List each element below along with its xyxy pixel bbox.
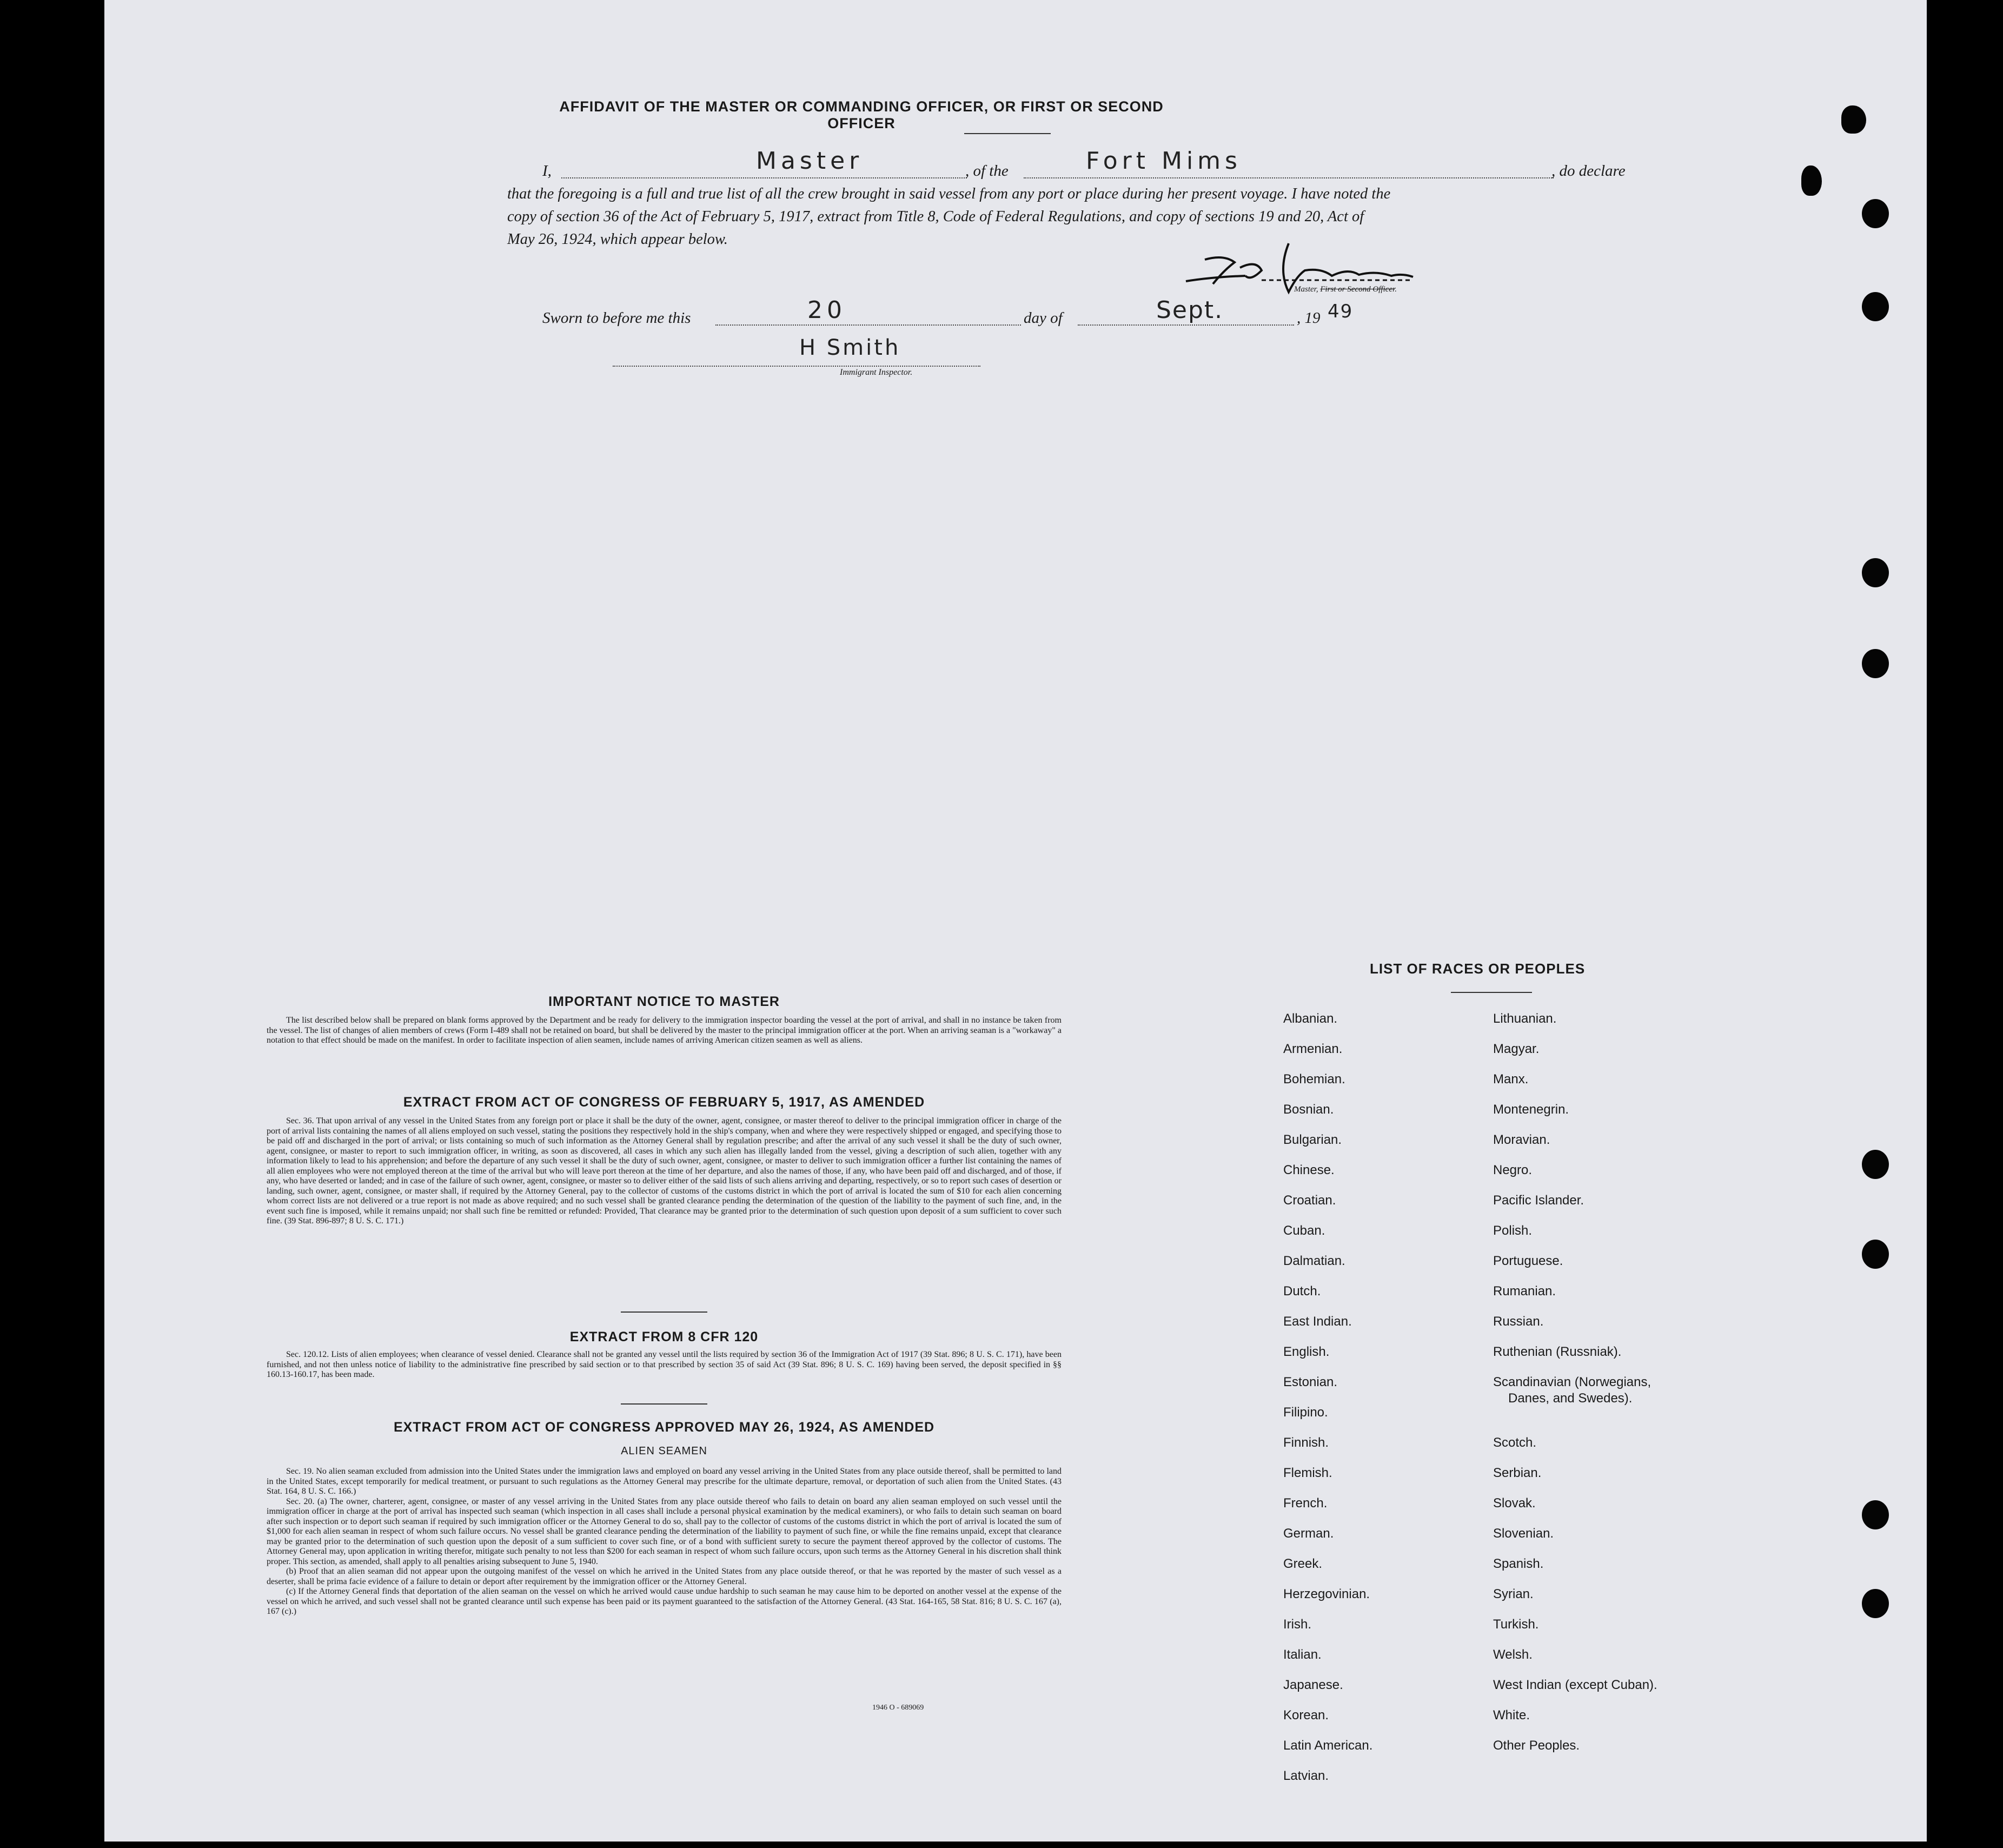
race-item: West Indian (except Cuban). (1493, 1678, 1657, 1692)
inspector-caption: Immigrant Inspector. (840, 368, 913, 377)
sec-19-text (267, 1467, 1062, 1497)
notice-title: IMPORTANT NOTICE TO MASTER (548, 994, 780, 1009)
race-item: Flemish. (1283, 1466, 1332, 1480)
document-page (104, 0, 1927, 1842)
officer-name-handwritten: Master (756, 147, 864, 175)
of-the-label: , of the (965, 162, 1009, 180)
race-item: Bohemian. (1283, 1072, 1345, 1087)
extract-1917-text (267, 1116, 1062, 1227)
race-item: Chinese. (1283, 1163, 1335, 1177)
race-item: Albanian. (1283, 1011, 1338, 1026)
races-right-column (1493, 1011, 1657, 1768)
race-item: Turkish. (1493, 1617, 1539, 1632)
race-item: Pacific Islander. (1493, 1193, 1584, 1208)
race-item: Magyar. (1493, 1042, 1540, 1056)
signer-caption-struck: First or Second Officer (1320, 285, 1395, 294)
race-item: Italian. (1283, 1647, 1322, 1662)
race-item: Slovak. (1493, 1496, 1536, 1511)
extract-1924-title: EXTRACT FROM ACT OF CONGRESS APPROVED MAY 26, 1924, AS AMENDED (393, 1420, 935, 1435)
race-item: Armenian. (1283, 1042, 1343, 1056)
sec-19-body: No alien seaman excluded from admission into the United States under the immigration laws and employed on board any vessel arriving in the United States from any place outside thereof, shall be permitted to land in the United States, except temporarily for medical treatment, or pursuant to such regulations as the Attorney General may prescribe for the ultimate departure, removal, or deportation of such alien from the United States. (43 Stat. 164, 8 U. S. C. 166.) (267, 1467, 1062, 1496)
race-item: Filipino. (1283, 1405, 1328, 1420)
races-title: LIST OF RACES OR PEOPLES (1370, 961, 1586, 977)
punch-hole (1862, 1500, 1889, 1529)
notice-body (267, 1016, 1062, 1046)
race-item: Finnish. (1283, 1435, 1329, 1450)
race-item: Slovenian. (1493, 1526, 1554, 1541)
sec-36-body: That upon arrival of any vessel in the United States from any foreign port or place it shall be the duty of the owner, agent, consignee, or master thereof to deliver to the principal immigration officer in charge of the port of arrival lists containing the names of all aliens employed on such vessel, stating the positions they respectively hold in the ship's company, when and where they were respectively shipped or engaged, and specifying those to be paid off and discharged in the port of arrival; or lists containing so much of such information as the Attorney General shall by regulation prescribe; and after the arrival of any such vessel it shall be the duty of such owner, agent, consignee, or master to report to such immigration officer, in writing, as soon as discovered, all cases in which any such alien has illegally landed from the vessel, giving a description of such alien, together with any information likely to lead to his apprehension; and before the departure of any such vessel it shall be the duty of such owner, agent, consignee, or master to deliver to such immigration officer a further list containing the names of all alien employees who were not employed thereon at the time of the arrival but who will leave port thereon at the time of her departure, and also the names of those, if any, who have been paid off and discharged, and of those, if any, who have deserted or landed; and in case of the failure of such owner, agent, consignee, or master so to deliver either of the said lists of such aliens arriving and departing, respectively, or so to report such cases of desertion or landing, such owner, agent, consignee, or master shall, if required by the Attorney General, pay to the collector of customs of the customs district in which the port of arrival is located the sum of $10 for each alien concerning whom correct lists are not delivered or a true report is not made as above required; and no such vessel shall be granted clearance pending the determination of the question of the liability to the payment of such fine, and, in the event such fine is imposed, while it remains unpaid; nor shall such fine be remitted or refunded: Provided, That clearance may be granted prior to the determination of such question upon deposit of a sum sufficient to cover such fine. (39 Stat. 896-897; 8 U. S. C. 171.) (267, 1116, 1062, 1226)
ink-blot (1801, 165, 1822, 196)
race-item: English. (1283, 1344, 1330, 1359)
race-item: Ruthenian (Russniak). (1493, 1344, 1622, 1359)
sec-20-body: (a) The owner, charterer, agent, consignee, or master of any vessel arriving in the United States from any place outside thereof who fails to detain on board any alien seaman employed on such vessel until the immigration officer in charge at the port of arrival has inspected such seaman (which inspection in all cases shall include a personal physical examination by the medical examiners), or who fails to detain such seaman on board after such inspection or to deport such seaman if required by such immigration officer or the Attorney General to do so, shall pay to the collector of customs of the customs district in which the port of arrival is located the sum of $1,000 for each alien seaman in respect of whom such failure occurs. No vessel shall be granted clearance pending the determination of the liability to payment of such fine, or while the fine remains unpaid, except that clearance may be granted prior to the determination of such question upon the deposit of a sum sufficient to cover such fine, or of a bond with sufficient surety to secure the payment thereof approved by the collector of customs. The Attorney General may, upon application in writing therefor, mitigate such penalty to not less than $200 for each seaman in respect of whom such failure occurs, upon such terms as the Attorney General in his discretion shall think proper. This section, as amended, shall apply to all penalties arising subsequent to June 5, 1940. (267, 1496, 1062, 1566)
year-prefix: , 19 (1297, 309, 1321, 327)
sec-120-body: Lists of alien employees; when clearance of vessel denied. Clearance shall not be granted any vessel until the lists required by section 36 of the Immigration Act of 1917 (39 Stat. 896; 8 U. S. C. 171), have been furnished, and not then unless notice of liability to the administrative fine prescribed by said section or to that prescribed by section 35 of said Act (39 Stat. 896; 8 U. S. C. 169) having been served, the deposit specified in §§ 160.13-160.17, has been made. (267, 1350, 1062, 1379)
race-item: French. (1283, 1496, 1328, 1511)
punch-hole (1862, 558, 1889, 587)
race-item: Bulgarian. (1283, 1132, 1342, 1147)
race-item: Polish. (1493, 1223, 1533, 1238)
affidavit-title: AFFIDAVIT OF THE MASTER OR COMMANDING OFFICER, OR FIRST OR SECOND OFFICER (559, 98, 1164, 131)
race-item: Greek. (1283, 1556, 1323, 1571)
race-item: Welsh. (1493, 1647, 1533, 1662)
ink-blot (1841, 105, 1866, 134)
race-item: Manx. (1493, 1072, 1529, 1087)
race-item: Russian. (1493, 1314, 1544, 1329)
punch-hole (1862, 649, 1889, 678)
race-item: Croatian. (1283, 1193, 1336, 1208)
year-suffix-handwritten: 49 (1328, 301, 1354, 322)
sec-20-label: Sec. 20. (286, 1496, 315, 1506)
race-item: Serbian. (1493, 1466, 1542, 1480)
race-item: German. (1283, 1526, 1334, 1541)
signer-caption (1294, 285, 1397, 294)
section-rule (621, 1312, 707, 1313)
vessel-name-handwritten: Fort Mims (1086, 147, 1242, 175)
race-item: Dalmatian. (1283, 1254, 1345, 1268)
races-title-rule (1451, 992, 1532, 993)
extract-1917-body (267, 1116, 1062, 1227)
race-item: Other Peoples. (1493, 1738, 1580, 1753)
extract-cfr-body (267, 1350, 1062, 1380)
notice-text: The list described below shall be prepared on blank forms approved by the Department and be ready for delivery to the immigration inspector boarding the vessel at the port of arrival, and shall in no instance be taken from the vessel. The list of changes of alien members of crews (Form I-489 shall not be retained on board, but shall be delivered by the master to the principal immigration officer at the port. When an arriving seaman is a "workaway" a notation to that effect should be made on the manifest. In order to facilitate inspection of alien seamen, include names of arriving American citizen seamen as well as aliens. (267, 1016, 1062, 1045)
races-left-column (1283, 1011, 1372, 1799)
punch-hole (1862, 292, 1889, 321)
race-item: Scotch. (1493, 1435, 1537, 1450)
race-item: Bosnian. (1283, 1102, 1334, 1117)
extract-1917-title: EXTRACT FROM ACT OF CONGRESS OF FEBRUARY 5, 1917, AS AMENDED (403, 1095, 925, 1110)
race-item: Danes, and Swedes). (1508, 1391, 1633, 1406)
signer-caption-period: . (1395, 285, 1397, 294)
race-item: Estonian. (1283, 1375, 1338, 1389)
extract-1924-body (267, 1467, 1062, 1617)
race-item: Spanish. (1493, 1556, 1544, 1571)
sworn-label: Sworn to before me this (542, 309, 691, 327)
inspector-signature: H Smith (799, 335, 901, 360)
sworn-month-line (1078, 324, 1294, 326)
print-code: 1946 O - 689069 (872, 1704, 924, 1712)
punch-hole (1862, 1150, 1889, 1179)
officer-name-line (561, 177, 967, 178)
extract-1924-subtitle: ALIEN SEAMEN (621, 1445, 707, 1457)
race-item: Korean. (1283, 1708, 1329, 1723)
sec-36-label: Sec. 36. (286, 1116, 314, 1125)
sec-20-b-text: (b) Proof that an alien seaman did not appear upon the outgoing manifest of the vessel on which he arrived in the United States from any place outside thereof, or that he was reported by the master of such vessel as a deserter, shall be prima facie evidence of a failure to detain or deport after requirement by the immigration officer or the Attorney General. (267, 1567, 1062, 1586)
punch-hole (1862, 1240, 1889, 1269)
vessel-name-line (1024, 177, 1554, 178)
race-item: Portuguese. (1493, 1254, 1563, 1268)
race-item: Lithuanian. (1493, 1011, 1557, 1026)
race-item: Moravian. (1493, 1132, 1550, 1147)
day-of-label: day of (1024, 309, 1063, 327)
section-rule (621, 1403, 707, 1405)
race-item: Irish. (1283, 1617, 1312, 1632)
statement-line-1: that the foregoing is a full and true list of all the crew brought in said vessel from any port or place during her present voyage. I have noted the (507, 186, 1391, 202)
sworn-day-handwritten: 20 (807, 296, 846, 324)
sec-20-text (267, 1497, 1062, 1567)
race-item: Syrian. (1493, 1587, 1534, 1601)
statement-line-3: May 26, 1924, which appear below. (507, 231, 728, 248)
race-item: Rumanian. (1493, 1284, 1556, 1299)
title-rule (964, 133, 1051, 134)
i-label: I, (542, 162, 552, 180)
sworn-day-line (715, 324, 1021, 326)
race-item: Latin American. (1283, 1738, 1373, 1753)
sec-120-label: Sec. 120.12. (286, 1350, 329, 1359)
extract-cfr-title: EXTRACT FROM 8 CFR 120 (569, 1329, 759, 1344)
race-item: Dutch. (1283, 1284, 1321, 1299)
sec-20-c-text: (c) If the Attorney General finds that deportation of the alien seaman on the vessel on which he arrived would cause undue hardship to such seaman he may cause him to be deported on another vessel at the expense of the vessel on which he arrived, and such vessel shall not be granted clearance until such expense has been paid or its payment guaranteed to the satisfaction of the Attorney General. (43 Stat. 164-165, 58 Stat. 816; 8 U. S. C. 167 (a), 167 (c).) (267, 1587, 1062, 1616)
inspector-line (613, 366, 980, 367)
race-item: Herzegovinian. (1283, 1587, 1370, 1601)
sworn-month-handwritten: Sept. (1156, 296, 1224, 324)
punch-hole (1862, 1589, 1889, 1618)
race-item: Negro. (1493, 1163, 1533, 1177)
race-item: East Indian. (1283, 1314, 1352, 1329)
do-declare-label: , do declare (1551, 162, 1626, 180)
race-item: White. (1493, 1708, 1530, 1723)
signer-caption-master: Master, (1294, 285, 1321, 294)
race-item: Japanese. (1283, 1678, 1343, 1692)
sec-19-label: Sec. 19. (286, 1467, 314, 1476)
statement-line-2: copy of section 36 of the Act of February 5, 1917, extract from Title 8, Code of Federal Regulations, and copy of sections 19 and 20, Act of (507, 208, 1364, 225)
extract-cfr-text (267, 1350, 1062, 1380)
race-item: Scandinavian (Norwegians, (1493, 1375, 1652, 1389)
race-item: Cuban. (1283, 1223, 1325, 1238)
race-item: Latvian. (1283, 1768, 1329, 1783)
race-item: Montenegrin. (1493, 1102, 1569, 1117)
punch-hole (1862, 199, 1889, 228)
